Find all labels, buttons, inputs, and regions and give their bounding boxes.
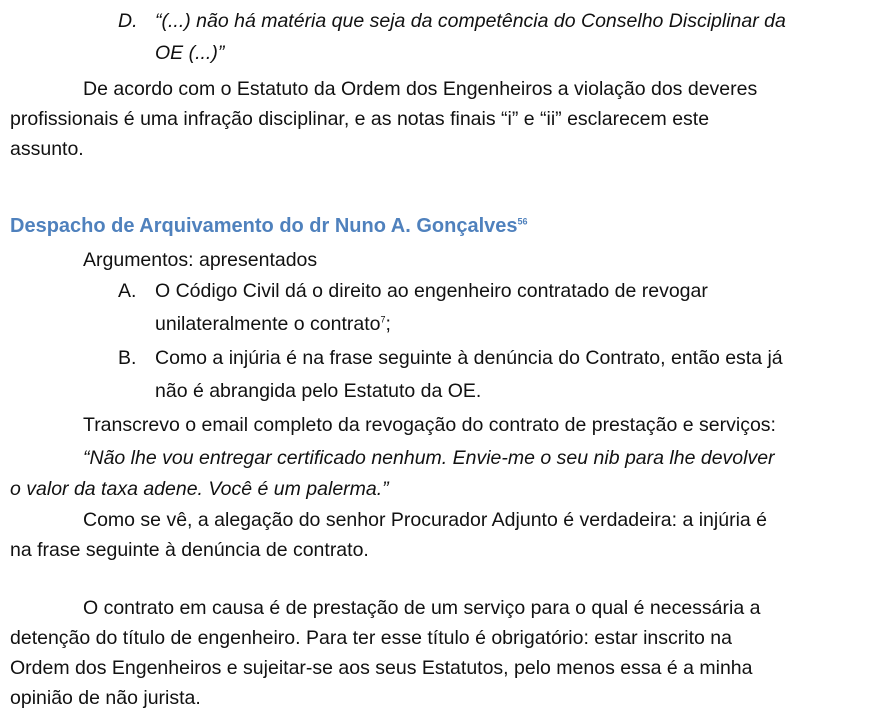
item-a-footnote-ref: 7 — [380, 314, 386, 325]
para4-line-4: opinião de não jurista. — [10, 687, 201, 709]
item-d-marker: D. — [118, 10, 138, 32]
para1-line-1: De acordo com o Estatuto da Ordem dos Engenheiros a violação dos deveres — [83, 78, 758, 100]
quote-line-2: o valor da taxa adene. Você é um palerma.” — [10, 478, 389, 500]
para4-line-3: Ordem dos Engenheiros e sujeitar-se aos seus Estatutos, pelo menos essa é a minha — [10, 657, 753, 679]
item-b-line-1: Como a injúria é na frase seguinte à denúncia do Contrato, então esta já — [155, 347, 783, 369]
para3-line-1: Como se vê, a alegação do senhor Procurador Adjunto é verdadeira: a injúria é — [83, 509, 768, 531]
para4-line-2: detenção do título de engenheiro. Para ter esse título é obrigatório: estar inscrito na — [10, 627, 732, 649]
para2-line-1: Transcrevo o email completo da revogação do contrato de prestação e serviços: — [83, 414, 776, 436]
para1-line-2: profissionais é uma infração disciplinar, e as notas finais “i” e “ii” esclarecem este — [10, 108, 710, 130]
para3-line-2: na frase seguinte à denúncia de contrato. — [10, 539, 369, 561]
item-b-line-2: não é abrangida pelo Estatuto da OE. — [155, 380, 482, 402]
item-a-line-2: unilateralmente o contrato$^7$; — [155, 313, 391, 335]
heading-footnote-ref: 56 — [517, 216, 528, 227]
para4-line-1: O contrato em causa é de prestação de um serviço para o qual é necessária a — [83, 597, 761, 619]
item-b-marker: B. — [118, 347, 137, 369]
item-d-line-2: OE (...)” — [155, 42, 225, 64]
item-a-line-1: O Código Civil dá o direito ao engenheiro contratado de revogar — [155, 280, 708, 302]
arguments-label: Argumentos: apresentados — [83, 249, 318, 271]
item-d-line-1: “(...) não há matéria que seja da competência do Conselho Disciplinar da — [155, 10, 786, 32]
section-heading: Despacho de Arquivamento do dr Nuno A. Gonçalves$^{56}$ — [10, 215, 528, 237]
para1-line-3: assunto. — [10, 138, 84, 160]
quote-line-1: “Não lhe vou entregar certificado nenhum. Envie-me o seu nib para lhe devolver — [83, 447, 775, 469]
item-a-marker: A. — [118, 280, 137, 302]
